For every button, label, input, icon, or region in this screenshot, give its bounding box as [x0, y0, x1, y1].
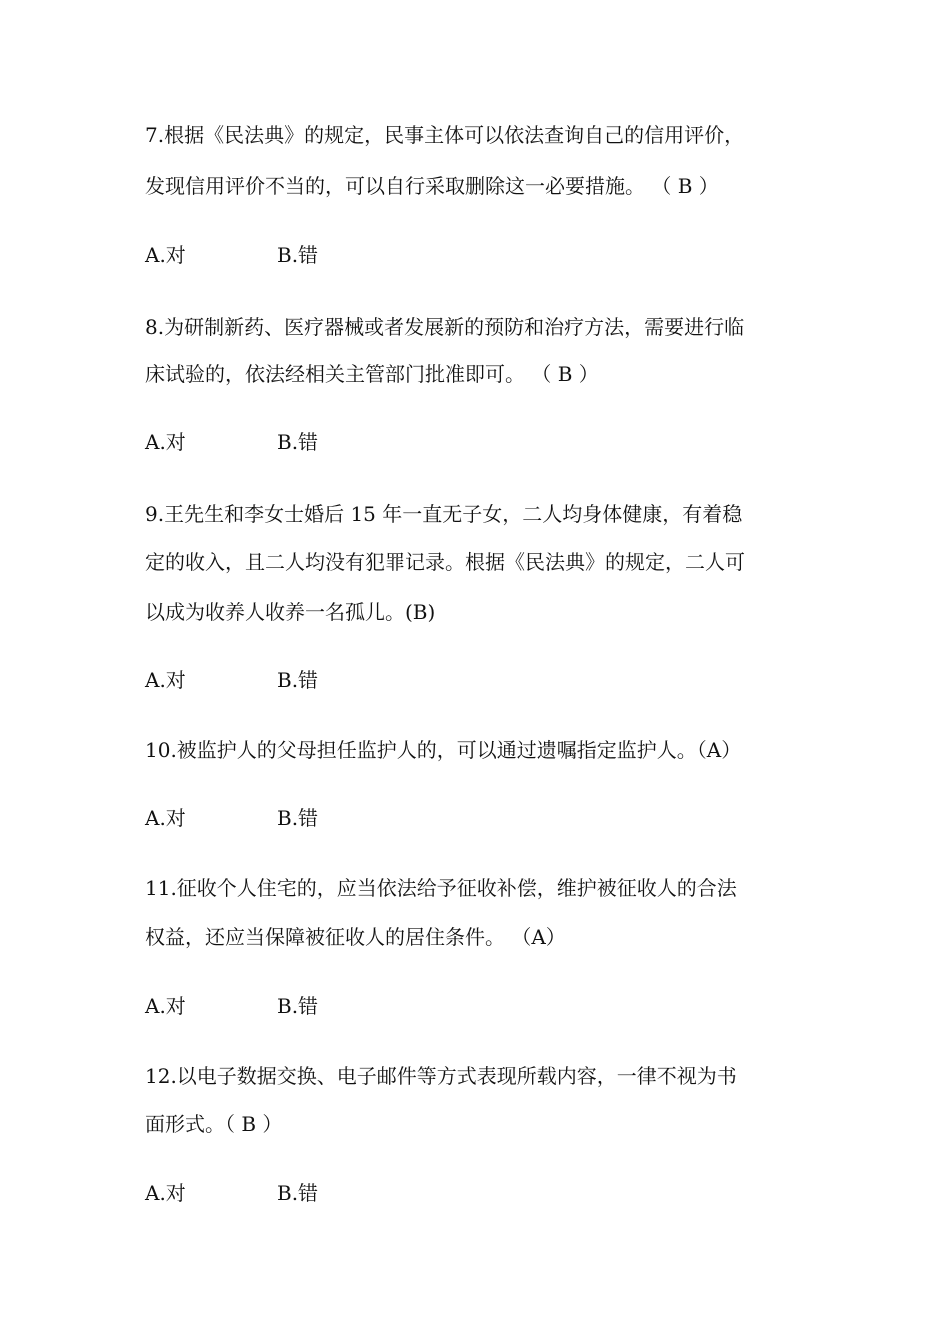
question-10-option-b: B.错 [277, 806, 319, 830]
question-11-line-1: 11.征收个人住宅的，应当依法给予征收补偿，维护被征收人的合法 [145, 876, 737, 900]
question-9-line-2: 定的收入，且二人均没有犯罪记录。根据《民法典》的规定，二人可 [145, 550, 745, 574]
question-11-option-b: B.错 [277, 994, 319, 1018]
question-7-option-b: B.错 [277, 243, 319, 267]
question-11-line-2: 权益，还应当保障被征收人的居住条件。 （A） [145, 925, 566, 949]
question-8-line-2: 床试验的，依法经相关主管部门批准即可。 （ B ） [145, 362, 599, 386]
question-9-line-3: 以成为收养人收养一名孤儿。(B) [145, 600, 436, 624]
question-12-option-a: A.对 [145, 1181, 186, 1205]
question-10-line-1: 10.被监护人的父母担任监护人的，可以通过遗嘱指定监护人。（A） [145, 738, 742, 762]
question-8-option-a: A.对 [145, 430, 186, 454]
question-7-line-1: 7.根据《民法典》的规定，民事主体可以依法查询自己的信用评价， [145, 123, 745, 147]
question-9-line-1: 9.王先生和李女士婚后 15 年一直无子女，二人均身体健康，有着稳 [145, 502, 743, 526]
question-10-option-a: A.对 [145, 806, 186, 830]
question-7-option-a: A.对 [145, 243, 186, 267]
question-7-line-2: 发现信用评价不当的，可以自行采取删除这一必要措施。 （ B ） [145, 174, 719, 198]
question-12-line-2: 面形式。（ B ） [145, 1112, 283, 1136]
question-9-option-b: B.错 [277, 668, 319, 692]
question-9-option-a: A.对 [145, 668, 186, 692]
question-12-option-b: B.错 [277, 1181, 319, 1205]
question-11-option-a: A.对 [145, 994, 186, 1018]
question-12-line-1: 12.以电子数据交换、电子邮件等方式表现所载内容，一律不视为书 [145, 1064, 737, 1088]
question-8-line-1: 8.为研制新药、医疗器械或者发展新的预防和治疗方法，需要进行临 [145, 315, 745, 339]
question-8-option-b: B.错 [277, 430, 319, 454]
